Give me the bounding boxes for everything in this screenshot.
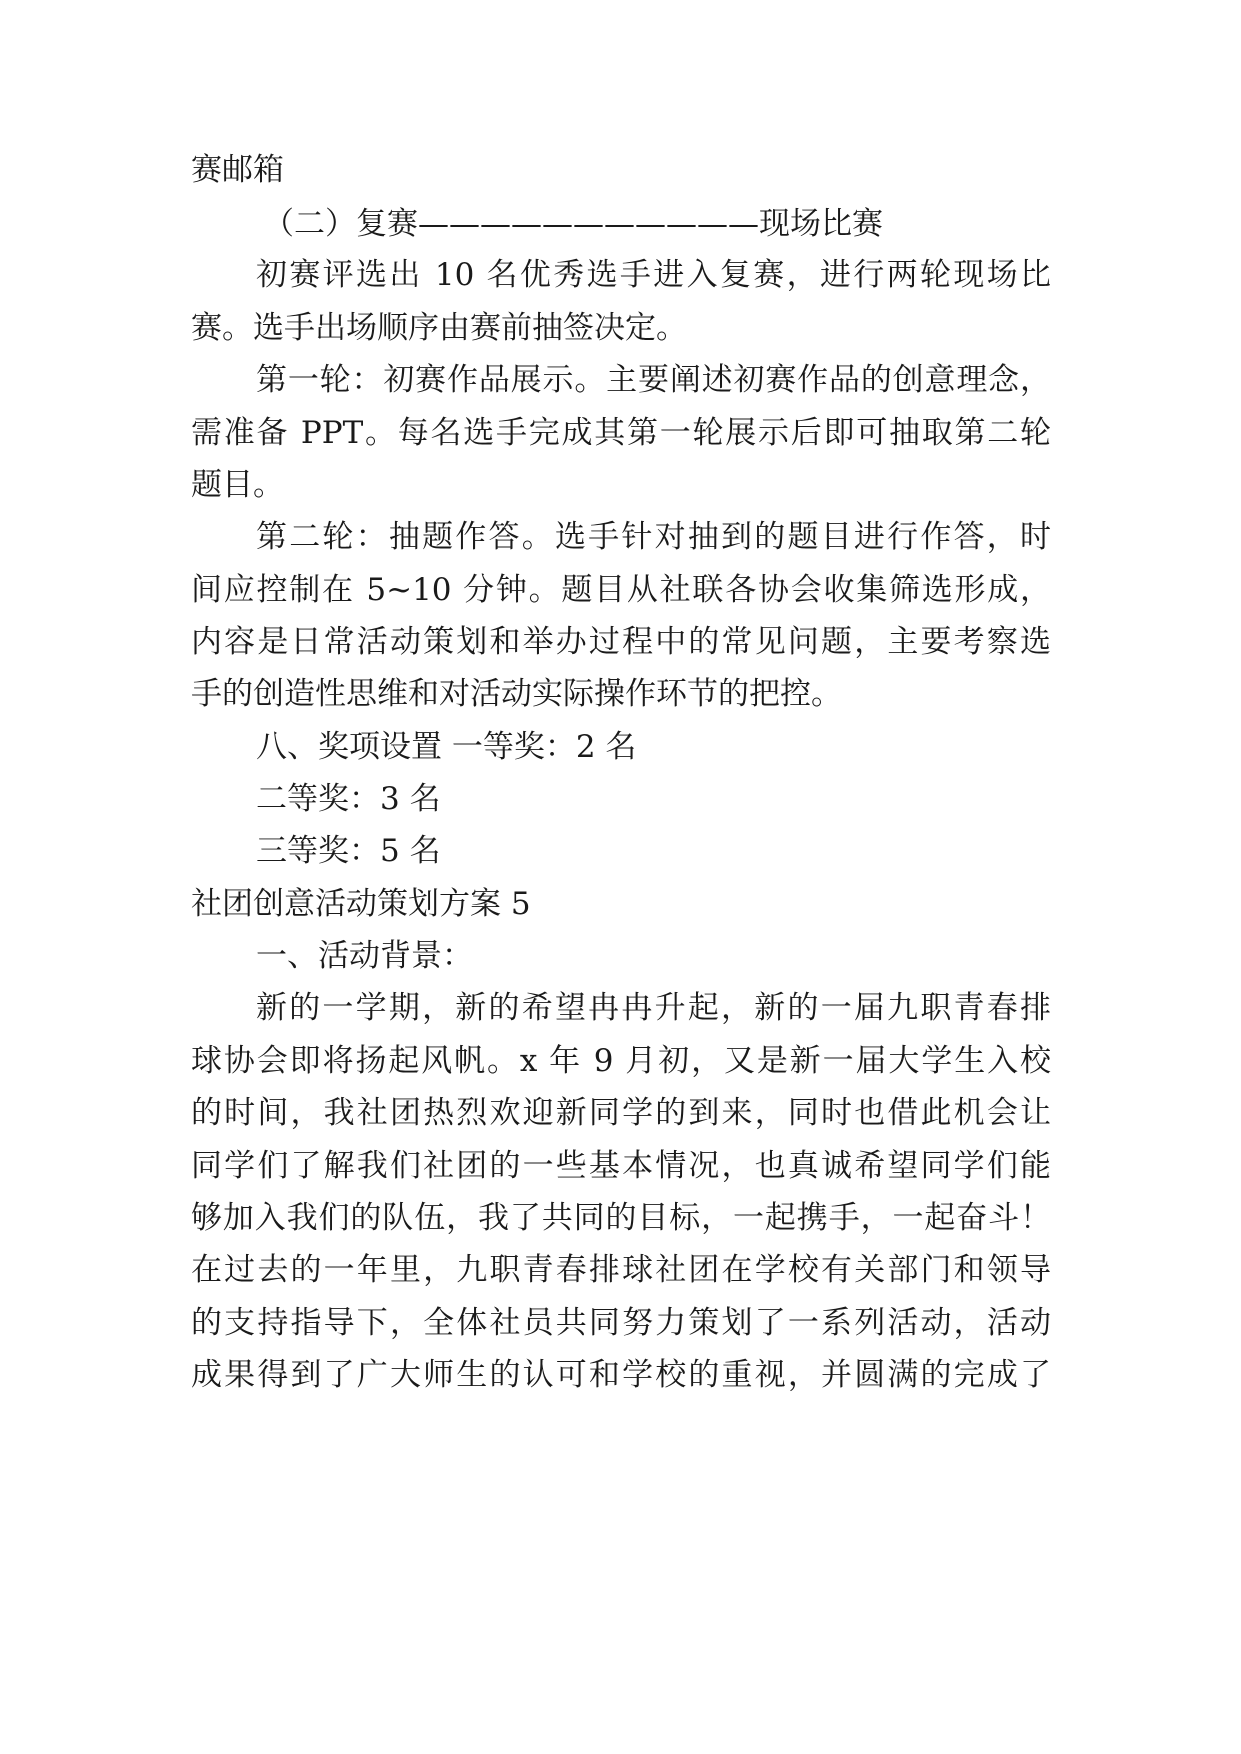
text-line-3: 初赛评选出 10 名优秀选手进入复赛，进行两轮现场比 xyxy=(256,257,1051,293)
text-line-19: 的时间，我社团热烈欢迎新同学的到来，同时也借此机会让 xyxy=(191,1095,1051,1131)
text-line-17: 新的一学期，新的希望冉冉升起，新的一届九职青春排 xyxy=(256,990,1051,1026)
text-line-6: 需准备 PPT。每名选手完成其第一轮展示后即可抽取第二轮 xyxy=(191,415,1051,451)
text-line-18: 球协会即将扬起风帆。x 年 9 月初，又是新一届大学生入校 xyxy=(191,1043,1051,1079)
text-line-10: 内容是日常活动策划和举办过程中的常见问题，主要考察选 xyxy=(191,624,1051,660)
award-second-prize: 二等奖：3 名 xyxy=(256,781,441,817)
text-line-9: 间应控制在 5~10 分钟。题目从社联各协会收集筛选形成， xyxy=(191,572,1051,608)
section-heading-awards: 八、奖项设置 一等奖：2 名 xyxy=(256,729,637,765)
document-title: 社团创意活动策划方案 5 xyxy=(191,886,531,922)
text-line-11: 手的创造性思维和对活动实际操作环节的把控。 xyxy=(191,676,842,712)
section-heading-background: 一、活动背景： xyxy=(256,938,473,974)
text-line-23: 的支持指导下，全体社员共同努力策划了一系列活动，活动 xyxy=(191,1305,1051,1341)
text-line-21: 够加入我们的队伍，我了共同的目标，一起携手，一起奋斗！ xyxy=(191,1200,1051,1236)
text-line-8: 第二轮：抽题作答。选手针对抽到的题目进行作答，时 xyxy=(256,519,1051,555)
text-line-7: 题目。 xyxy=(191,467,284,503)
award-third-prize: 三等奖：5 名 xyxy=(256,833,441,869)
text-line-20: 同学们了解我们社团的一些基本情况，也真诚希望同学们能 xyxy=(191,1148,1051,1184)
text-line-5: 第一轮：初赛作品展示。主要阐述初赛作品的创意理念， xyxy=(256,362,1051,398)
text-line-4: 赛。选手出场顺序由赛前抽签决定。 xyxy=(191,310,687,346)
text-line-1: 赛邮箱 xyxy=(191,152,284,188)
text-line-22: 在过去的一年里，九职青春排球社团在学校有关部门和领导 xyxy=(191,1252,1051,1288)
section-heading-rematch: （二）复赛———————————现场比赛 xyxy=(263,206,883,242)
text-line-24: 成果得到了广大师生的认可和学校的重视，并圆满的完成了 xyxy=(191,1357,1051,1393)
